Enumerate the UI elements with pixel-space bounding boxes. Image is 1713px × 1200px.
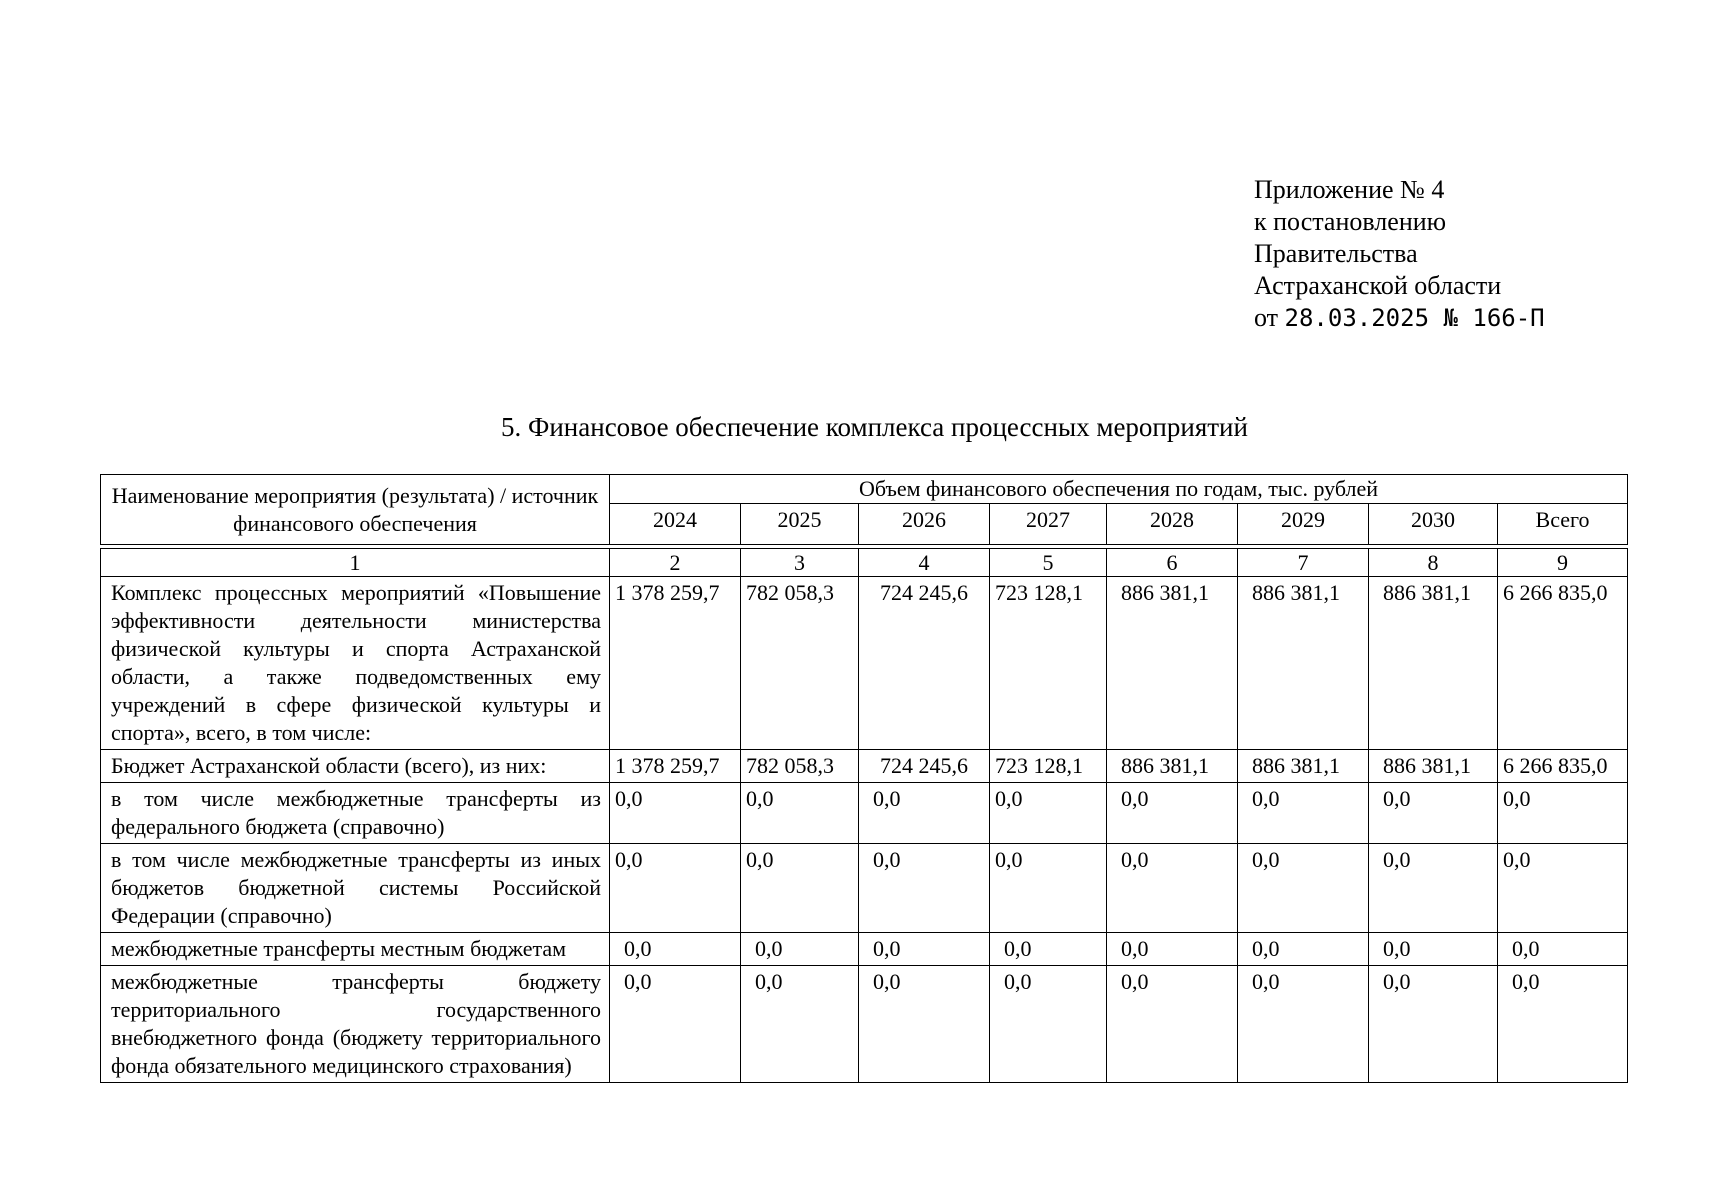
row-value: 0,0 xyxy=(741,933,859,966)
financing-table xyxy=(100,474,1628,1083)
row-value: 0,0 xyxy=(610,933,741,966)
column-number-1: 1 xyxy=(101,549,610,577)
appendix-date-number: 28.03.2025 № 166-П xyxy=(1284,304,1545,332)
row-value: 0,0 xyxy=(859,933,990,966)
row-value: 782 058,3 xyxy=(741,750,859,783)
header-year-2028: 2028 xyxy=(1107,504,1238,545)
row-value: 0,0 xyxy=(610,966,741,1083)
header-year-2025: 2025 xyxy=(741,504,859,545)
row-name-regional-budget: Бюджет Астраханской области (всего), из них: xyxy=(101,750,610,783)
column-number-2: 2 xyxy=(610,549,741,577)
header-year-2026: 2026 xyxy=(859,504,990,545)
header-year-2027: 2027 xyxy=(990,504,1107,545)
row-value: 0,0 xyxy=(990,844,1107,933)
column-number-8: 8 xyxy=(1369,549,1498,577)
appendix-line-2: к постановлению xyxy=(1254,207,1447,236)
table-row xyxy=(101,966,1628,1083)
column-number-5: 5 xyxy=(990,549,1107,577)
row-value: 0,0 xyxy=(610,783,741,844)
column-number-7: 7 xyxy=(1238,549,1369,577)
row-value: 0,0 xyxy=(1238,844,1369,933)
row-value: 0,0 xyxy=(1369,966,1498,1083)
row-name-complex: Комплекс процессных мероприятий «Повышение эффективности деятельности министерства физической культуры и спорта Астраханской области, а также подведомственных ему учреждений в сфере физической культуры и спорта», всего, в том числе: xyxy=(101,577,610,750)
table-row xyxy=(101,750,1628,783)
row-value: 0,0 xyxy=(1107,966,1238,1083)
column-number-9: 9 xyxy=(1498,549,1628,577)
section-title xyxy=(0,410,1713,444)
row-value: 0,0 xyxy=(859,783,990,844)
row-value: 723 128,1 xyxy=(990,577,1107,750)
row-value: 1 378 259,7 xyxy=(610,750,741,783)
row-value: 0,0 xyxy=(859,966,990,1083)
appendix-line-1: Приложение № 4 xyxy=(1254,175,1445,204)
table-row xyxy=(101,577,1628,750)
row-value: 0,0 xyxy=(1107,844,1238,933)
row-value: 0,0 xyxy=(741,844,859,933)
row-value: 0,0 xyxy=(1107,783,1238,844)
column-number-6: 6 xyxy=(1107,549,1238,577)
row-value: 0,0 xyxy=(1238,933,1369,966)
column-number-row xyxy=(101,549,1628,577)
row-value: 886 381,1 xyxy=(1238,750,1369,783)
row-value-total: 0,0 xyxy=(1498,933,1628,966)
row-value: 0,0 xyxy=(990,933,1107,966)
row-value: 886 381,1 xyxy=(1107,577,1238,750)
section-title-text: 5. Финансовое обеспечение комплекса процессных мероприятий xyxy=(501,412,1248,442)
row-name-local-transfers: межбюджетные трансферты местным бюджетам xyxy=(101,933,610,966)
header-total: Всего xyxy=(1498,504,1628,545)
column-number-4: 4 xyxy=(859,549,990,577)
row-value: 0,0 xyxy=(1238,783,1369,844)
appendix-line-4: Астраханской области xyxy=(1254,271,1502,300)
appendix-line-5 xyxy=(1254,302,1545,334)
row-value: 886 381,1 xyxy=(1369,750,1498,783)
row-value-total: 6 266 835,0 xyxy=(1498,577,1628,750)
header-year-2024: 2024 xyxy=(610,504,741,545)
row-value: 0,0 xyxy=(1369,844,1498,933)
header-group-cell: Объем финансового обеспечения по годам, тыс. рублей xyxy=(610,475,1628,504)
appendix-line-3: Правительства xyxy=(1254,239,1418,268)
appendix-date-prefix: от xyxy=(1254,303,1279,332)
row-value: 0,0 xyxy=(1107,933,1238,966)
row-value: 886 381,1 xyxy=(1369,577,1498,750)
header-row-1 xyxy=(101,475,1628,504)
row-value-total: 0,0 xyxy=(1498,966,1628,1083)
row-value: 0,0 xyxy=(859,844,990,933)
header-name-cell: Наименование мероприятия (результата) / источник финансового обеспечения xyxy=(101,475,610,545)
row-value: 1 378 259,7 xyxy=(610,577,741,750)
row-value: 0,0 xyxy=(1369,783,1498,844)
row-value: 724 245,6 xyxy=(859,577,990,750)
row-value: 0,0 xyxy=(990,966,1107,1083)
table-row xyxy=(101,844,1628,933)
row-value: 886 381,1 xyxy=(1238,577,1369,750)
header-year-2029: 2029 xyxy=(1238,504,1369,545)
row-value: 0,0 xyxy=(741,966,859,1083)
row-value: 0,0 xyxy=(610,844,741,933)
row-value-total: 6 266 835,0 xyxy=(1498,750,1628,783)
row-value: 724 245,6 xyxy=(859,750,990,783)
appendix-note xyxy=(1254,174,1545,334)
row-name-fund-transfers: межбюджетные трансферты бюджету территориального государственного внебюджетного фонда (бюджету территориального фонда обязательного медицинского страхования) xyxy=(101,966,610,1083)
row-value-total: 0,0 xyxy=(1498,783,1628,844)
row-value: 0,0 xyxy=(990,783,1107,844)
column-number-3: 3 xyxy=(741,549,859,577)
table-row xyxy=(101,933,1628,966)
row-value-total: 0,0 xyxy=(1498,844,1628,933)
row-value: 886 381,1 xyxy=(1107,750,1238,783)
row-value: 0,0 xyxy=(741,783,859,844)
row-name-other-transfers: в том числе межбюджетные трансферты из иных бюджетов бюджетной системы Российской Федерации (справочно) xyxy=(101,844,610,933)
row-value: 723 128,1 xyxy=(990,750,1107,783)
row-value: 782 058,3 xyxy=(741,577,859,750)
table-row xyxy=(101,783,1628,844)
row-value: 0,0 xyxy=(1238,966,1369,1083)
header-year-2030: 2030 xyxy=(1369,504,1498,545)
row-value: 0,0 xyxy=(1369,933,1498,966)
row-name-federal-transfers: в том числе межбюджетные трансферты из федерального бюджета (справочно) xyxy=(101,783,610,844)
